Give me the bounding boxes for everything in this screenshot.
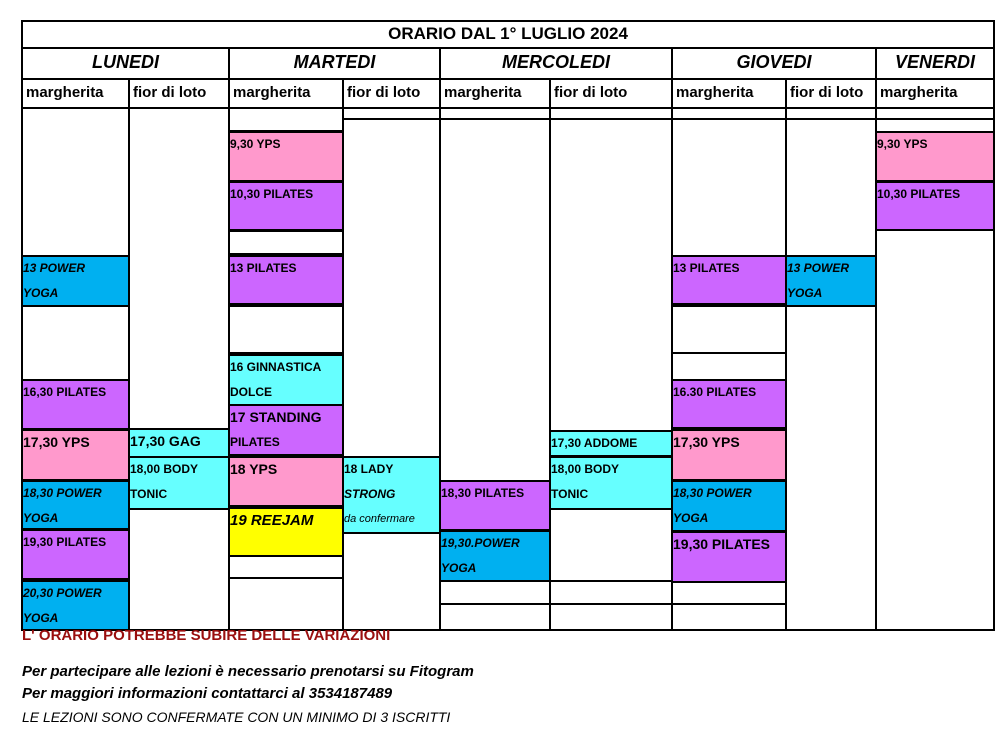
class-label: 13 POWER	[787, 261, 850, 275]
class-slot	[786, 256, 876, 305]
room-header: fior di loto	[790, 84, 864, 101]
grid-line	[550, 456, 672, 458]
class-label: TONIC	[130, 487, 168, 501]
grid-line	[440, 580, 550, 582]
grid-line	[228, 47, 230, 631]
room-header: margherita	[26, 84, 104, 101]
class-slot	[129, 457, 229, 508]
grid-line	[672, 352, 786, 354]
grid-line	[229, 456, 343, 458]
grid-line	[229, 555, 343, 557]
class-label: 19,30 PILATES	[23, 535, 107, 549]
class-slot	[229, 355, 343, 404]
class-label: 17,30 YPS	[673, 434, 740, 450]
class-slot	[22, 430, 129, 479]
class-label: YOGA	[441, 561, 477, 575]
class-slot	[22, 256, 129, 305]
class-label: 16,30 PILATES	[23, 385, 107, 399]
grid-line	[229, 354, 343, 356]
class-label: 17,30 GAG	[130, 433, 201, 449]
class-label: 13 PILATES	[673, 261, 740, 275]
grid-line	[786, 118, 876, 120]
grid-line	[129, 508, 229, 510]
grid-line	[22, 47, 994, 49]
grid-line	[876, 229, 994, 231]
room-header: margherita	[676, 84, 754, 101]
grid-line	[22, 107, 994, 109]
class-label: 20,30 POWER	[23, 586, 102, 600]
day-header-mercoledi: MERCOLEDI	[502, 52, 610, 72]
class-slot	[440, 531, 550, 580]
room-header: fior di loto	[133, 84, 207, 101]
grid-line	[672, 531, 786, 533]
grid-line	[672, 118, 786, 120]
grid-line	[22, 529, 129, 531]
class-label: 17,30 ADDOME	[551, 436, 638, 450]
grid-line	[875, 47, 877, 631]
grid-line	[550, 508, 672, 510]
class-label: 19 REEJAM	[230, 512, 314, 529]
day-header-giovedi: GIOVEDI	[736, 52, 812, 72]
grid-line	[550, 580, 672, 582]
grid-line	[229, 181, 343, 183]
class-label: YOGA	[23, 286, 59, 300]
grid-line	[876, 181, 994, 183]
class-label: DOLCE	[230, 385, 272, 399]
grid-line	[550, 118, 672, 120]
grid-line	[671, 47, 673, 631]
class-slot	[229, 508, 343, 555]
class-label: 18,30 POWER	[673, 486, 752, 500]
class-slot	[129, 429, 229, 456]
class-label: 17,30 YPS	[23, 434, 90, 450]
grid-line	[672, 379, 786, 381]
class-label: PILATES	[230, 435, 280, 449]
grid-line	[229, 507, 343, 509]
grid-line	[22, 429, 129, 431]
minimum-info: LE LEZIONI SONO CONFERMATE CON UN MINIMO DI 3 ISCRITTI	[22, 709, 451, 725]
grid-line	[22, 78, 994, 80]
grid-line	[786, 255, 876, 257]
grid-line	[343, 532, 440, 534]
class-label: 19,30 PILATES	[673, 536, 771, 552]
class-label: 16 GINNASTICA	[230, 360, 322, 374]
table-title: ORARIO DAL 1° LUGLIO 2024	[388, 23, 628, 43]
grid-line	[440, 118, 550, 120]
class-label: 19,30.POWER	[441, 536, 520, 550]
class-slot	[229, 457, 343, 505]
class-label: 18,30 PILATES	[441, 486, 525, 500]
grid-line	[343, 118, 440, 120]
variation-notice: L' ORARIO POTREBBE SUBIRE DELLE VARIAZIONI	[22, 627, 391, 644]
class-slot	[440, 481, 550, 529]
grid-line	[22, 305, 129, 307]
grid-line	[229, 253, 343, 255]
grid-line	[876, 131, 994, 133]
class-slot	[672, 256, 786, 303]
grid-line	[342, 78, 344, 631]
room-header: fior di loto	[554, 84, 628, 101]
grid-line	[229, 352, 343, 354]
grid-line	[786, 305, 876, 307]
grid-line	[876, 118, 994, 120]
class-slot	[343, 457, 440, 532]
contact-info: Per maggiori informazioni contattarci al 3534187489	[22, 685, 393, 702]
grid-line	[128, 78, 130, 631]
class-label: YOGA	[787, 286, 823, 300]
class-slot	[22, 380, 129, 428]
day-header-venerdi: VENERDI	[894, 52, 975, 72]
class-slot	[550, 457, 672, 508]
class-slot	[229, 405, 343, 454]
grid-line	[672, 305, 786, 307]
grid-line	[993, 20, 995, 631]
grid-line	[22, 20, 994, 22]
grid-line	[22, 255, 129, 257]
class-label: 18,00 BODY	[551, 462, 620, 476]
class-label: 16.30 PILATES	[673, 385, 757, 399]
grid-line	[22, 580, 129, 582]
grid-line	[229, 305, 343, 307]
room-header: fior di loto	[347, 84, 421, 101]
day-header-martedi: MARTEDI	[293, 52, 376, 72]
class-label: YOGA	[673, 511, 709, 525]
class-slot	[876, 132, 994, 180]
class-label: 17 STANDING	[230, 409, 322, 425]
grid-line	[440, 603, 550, 605]
class-label: 9,30 YPS	[230, 137, 281, 151]
booking-info: Per partecipare alle lezioni è necessario prenotarsi su Fitogram	[22, 663, 474, 680]
room-header: margherita	[233, 84, 311, 101]
class-slot	[672, 532, 786, 581]
class-label: da confermare	[344, 513, 415, 525]
class-label: YOGA	[23, 511, 59, 525]
grid-line	[229, 577, 343, 579]
class-label: STRONG	[344, 487, 396, 501]
grid-line	[229, 230, 343, 232]
class-label: 10,30 PILATES	[230, 187, 314, 201]
grid-line	[229, 404, 343, 406]
grid-line	[550, 603, 672, 605]
class-label: 18 LADY	[344, 462, 394, 476]
class-label: 18 YPS	[230, 461, 278, 477]
day-header-lunedi: LUNEDI	[92, 52, 159, 72]
class-slot	[672, 481, 786, 530]
room-header: margherita	[444, 84, 522, 101]
grid-line	[672, 603, 786, 605]
grid-line	[549, 78, 551, 631]
grid-line	[22, 480, 129, 482]
class-label: TONIC	[551, 487, 589, 501]
grid-line	[672, 429, 786, 431]
class-label: YOGA	[23, 611, 59, 625]
class-slot	[876, 182, 994, 229]
grid-line	[440, 480, 550, 482]
class-slot	[22, 481, 129, 528]
grid-line	[343, 456, 440, 458]
grid-line	[21, 20, 23, 631]
class-label: 18,00 BODY	[130, 462, 199, 476]
grid-line	[229, 255, 343, 257]
grid-line	[785, 78, 787, 631]
class-label: 13 PILATES	[230, 261, 297, 275]
class-slot	[672, 430, 786, 479]
class-label: 9,30 YPS	[877, 137, 928, 151]
class-label: 13 POWER	[23, 261, 86, 275]
grid-line	[440, 530, 550, 532]
grid-line	[672, 581, 786, 583]
grid-line	[129, 428, 229, 430]
class-slot	[229, 256, 343, 303]
class-label: 18,30 POWER	[23, 486, 102, 500]
class-slot	[22, 530, 129, 578]
room-header: margherita	[880, 84, 958, 101]
grid-line	[129, 456, 229, 458]
grid-line	[672, 480, 786, 482]
grid-line	[672, 255, 786, 257]
class-label: 10,30 PILATES	[877, 187, 961, 201]
class-slot	[550, 431, 672, 455]
class-slot	[229, 132, 343, 180]
class-slot	[672, 380, 786, 427]
grid-line	[439, 47, 441, 631]
class-slot	[22, 581, 129, 629]
grid-line	[22, 379, 129, 381]
grid-line	[550, 430, 672, 432]
class-slot	[229, 182, 343, 229]
grid-line	[229, 130, 343, 132]
